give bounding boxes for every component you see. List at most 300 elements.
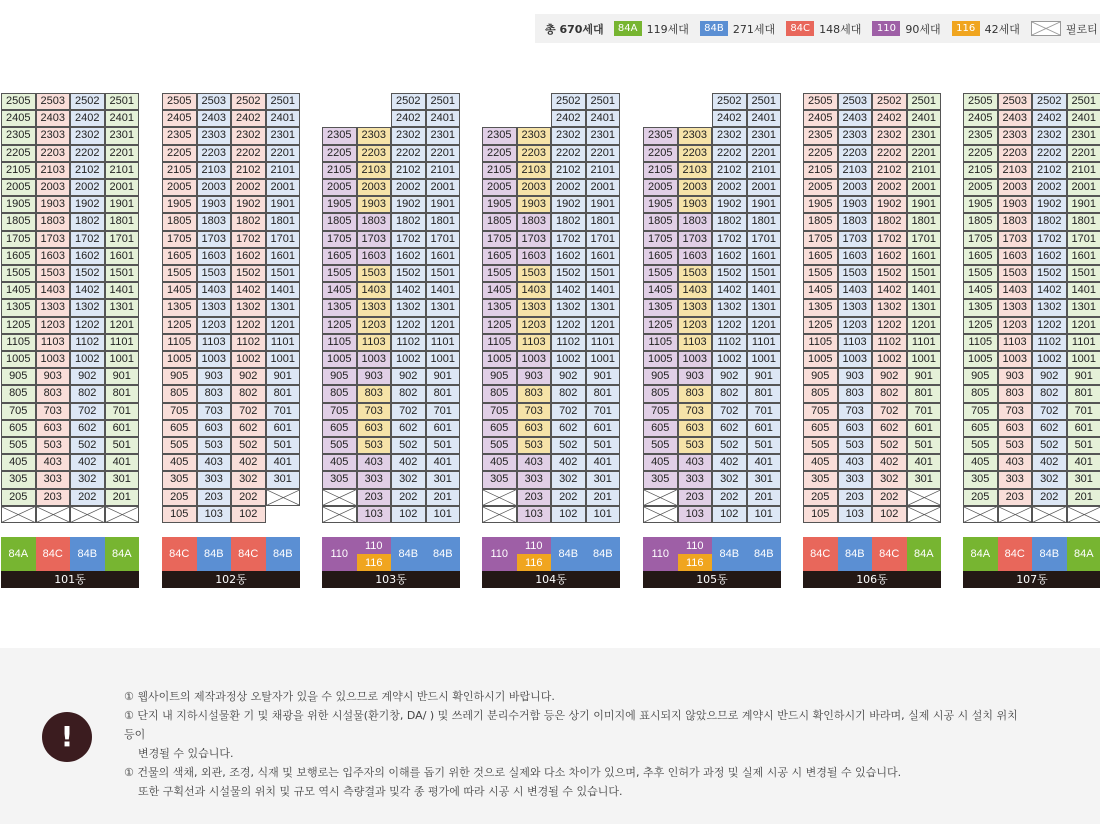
unit-cell: 1702 [872, 231, 907, 248]
unit-cell: 2001 [426, 179, 461, 196]
type-badge: 84C [162, 537, 197, 571]
unit-cell: 1501 [747, 265, 782, 282]
unit-cell: 1902 [872, 196, 907, 213]
unit-cell: 1701 [586, 231, 621, 248]
unit-cell: 1605 [803, 248, 838, 265]
unit-cell: 2405 [1, 110, 36, 127]
unit-cell: 1303 [36, 299, 71, 316]
unit-cell: 1402 [70, 282, 105, 299]
unit-cell: 303 [36, 471, 71, 488]
unit-cell: 103 [678, 506, 713, 523]
unit-cell: 1303 [197, 299, 232, 316]
unit-cell: 1502 [1032, 265, 1067, 282]
unit-cell: 2105 [963, 162, 998, 179]
unit-cell: 2305 [482, 127, 517, 144]
unit-cell: 405 [643, 454, 678, 471]
building-type-bar [643, 537, 781, 571]
building-5 [643, 93, 781, 523]
unit-cell: 903 [838, 368, 873, 385]
type-badge: 84A [105, 537, 140, 571]
unit-cell: 2203 [197, 145, 232, 162]
unit-cell: 1002 [391, 351, 426, 368]
unit-cell: 201 [1067, 489, 1100, 506]
unit-cell: 305 [963, 471, 998, 488]
type-badge: 84B [391, 537, 426, 571]
unit-cell: 901 [907, 368, 942, 385]
unit-cell: 703 [197, 403, 232, 420]
unit-cell: 502 [551, 437, 586, 454]
unit-cell: 2501 [1067, 93, 1100, 110]
unit-cell: 805 [322, 385, 357, 402]
unit-cell: 1501 [105, 265, 140, 282]
unit-cell: 501 [586, 437, 621, 454]
type-badge: 116 [517, 554, 552, 571]
unit-cell: 2403 [197, 110, 232, 127]
unit-cell: 202 [712, 489, 747, 506]
unit-cell: 1105 [322, 334, 357, 351]
unit-cell: 601 [1067, 420, 1100, 437]
unit-cell: 1801 [747, 213, 782, 230]
unit-cell: 1405 [803, 282, 838, 299]
unit-cell: 403 [678, 454, 713, 471]
unit-cell: 802 [391, 385, 426, 402]
unit-cell: 703 [678, 403, 713, 420]
unit-cell: 1703 [678, 231, 713, 248]
unit-cell: 303 [517, 471, 552, 488]
unit-cell: 2501 [747, 93, 782, 110]
piloti-cell [482, 506, 517, 523]
unit-cell: 2102 [872, 162, 907, 179]
unit-cell: 402 [231, 454, 266, 471]
unit-cell: 1601 [1067, 248, 1100, 265]
unit-cell: 2301 [747, 127, 782, 144]
unit-cell: 405 [1, 454, 36, 471]
unit-cell: 301 [426, 471, 461, 488]
unit-cell: 901 [105, 368, 140, 385]
unit-cell: 1903 [678, 196, 713, 213]
unit-cell: 2103 [517, 162, 552, 179]
unit-cell: 403 [36, 454, 71, 471]
unit-cell: 1202 [70, 317, 105, 334]
unit-cell: 1802 [872, 213, 907, 230]
unit-cell: 1401 [426, 282, 461, 299]
unit-cell: 605 [803, 420, 838, 437]
unit-cell: 2301 [266, 127, 301, 144]
unit-cell: 1002 [231, 351, 266, 368]
unit-cell: 705 [963, 403, 998, 420]
unit-cell: 601 [586, 420, 621, 437]
unit-cell: 405 [803, 454, 838, 471]
unit-cell: 603 [517, 420, 552, 437]
building-type-bar [322, 537, 460, 571]
unit-cell: 605 [1, 420, 36, 437]
unit-cell: 2401 [266, 110, 301, 127]
unit-cell: 1802 [391, 213, 426, 230]
unit-cell: 2201 [266, 145, 301, 162]
unit-cell: 205 [162, 489, 197, 506]
unit-cell: 305 [322, 471, 357, 488]
unit-cell: 1301 [1067, 299, 1100, 316]
unit-cell: 805 [643, 385, 678, 402]
unit-cell: 1603 [678, 248, 713, 265]
unit-cell: 1502 [70, 265, 105, 282]
unit-cell: 1402 [872, 282, 907, 299]
unit-cell: 1302 [551, 299, 586, 316]
legend-item-116: 116 42세대 [952, 21, 1020, 37]
unit-cell: 1803 [36, 213, 71, 230]
unit-cell: 2501 [586, 93, 621, 110]
unit-cell: 2101 [586, 162, 621, 179]
unit-cell: 1602 [1032, 248, 1067, 265]
unit-cell: 1003 [36, 351, 71, 368]
unit-cell: 605 [322, 420, 357, 437]
unit-cell: 1205 [162, 317, 197, 334]
unit-cell: 2003 [197, 179, 232, 196]
unit-cell: 803 [678, 385, 713, 402]
unit-cell: 203 [197, 489, 232, 506]
unit-cell: 1302 [1032, 299, 1067, 316]
unit-cell: 1701 [747, 231, 782, 248]
unit-cell: 1403 [197, 282, 232, 299]
unit-cell: 1102 [70, 334, 105, 351]
unit-cell: 1703 [36, 231, 71, 248]
unit-cell: 1102 [872, 334, 907, 351]
unit-cell: 1803 [998, 213, 1033, 230]
unit-cell: 301 [105, 471, 140, 488]
notice-line: ① 단지 내 지하시설물환 기 및 채광을 위한 시설물(환기창, DA/ ) 및 쓰레기 분리수거함 등은 상기 이미지에 표시되지 않았으므로 계약시 반드시 확인하시기 바라며, 실제 시공 시 설치 위치 등이 [124, 709, 1018, 741]
unit-cell: 401 [105, 454, 140, 471]
unit-cell: 1503 [678, 265, 713, 282]
unit-cell: 903 [517, 368, 552, 385]
unit-cell: 1005 [643, 351, 678, 368]
unit-cell: 302 [70, 471, 105, 488]
unit-cell: 1605 [482, 248, 517, 265]
unit-cell: 1703 [998, 231, 1033, 248]
unit-cell: 1402 [231, 282, 266, 299]
building-name: 104동 [482, 571, 620, 588]
unit-cell: 2502 [1032, 93, 1067, 110]
unit-cell: 302 [231, 471, 266, 488]
unit-cell: 602 [1032, 420, 1067, 437]
unit-cell: 1303 [517, 299, 552, 316]
unit-cell: 502 [712, 437, 747, 454]
unit-cell: 2303 [517, 127, 552, 144]
unit-cell: 403 [998, 454, 1033, 471]
unit-cell: 1103 [998, 334, 1033, 351]
notice-line: 또한 구획선과 시설물의 위치 및 규모 역시 측량결과 및각 종 평가에 따라 시공 시 변경될 수 있습니다. [138, 785, 623, 798]
unit-cell: 2402 [712, 110, 747, 127]
unit-cell: 202 [231, 489, 266, 506]
unit-cell: 2402 [1032, 110, 1067, 127]
unit-cell: 803 [36, 385, 71, 402]
unit-cell: 701 [747, 403, 782, 420]
unit-cell: 2402 [391, 110, 426, 127]
unit-cell: 802 [70, 385, 105, 402]
unit-cell: 1901 [586, 196, 621, 213]
unit-cell: 1901 [1067, 196, 1100, 213]
unit-cell: 102 [391, 506, 426, 523]
unit-cell: 601 [907, 420, 942, 437]
building-name: 107동 [963, 571, 1100, 588]
unit-cell: 905 [643, 368, 678, 385]
unit-cell: 301 [586, 471, 621, 488]
unit-cell: 1502 [391, 265, 426, 282]
unit-cell: 503 [678, 437, 713, 454]
unit-cell: 303 [998, 471, 1033, 488]
type-badge: 84A [963, 537, 998, 571]
unit-cell: 1905 [963, 196, 998, 213]
unit-cell: 1702 [551, 231, 586, 248]
unit-cell: 901 [586, 368, 621, 385]
unit-cell: 705 [322, 403, 357, 420]
unit-cell: 1705 [482, 231, 517, 248]
unit-cell: 302 [551, 471, 586, 488]
unit-cell: 1301 [105, 299, 140, 316]
unit-cell: 1205 [482, 317, 517, 334]
unit-cell: 1703 [517, 231, 552, 248]
unit-cell: 1605 [322, 248, 357, 265]
type-badge: 84B [586, 537, 621, 571]
unit-cell: 1605 [162, 248, 197, 265]
unit-cell: 501 [266, 437, 301, 454]
unit-cell: 1201 [1067, 317, 1100, 334]
unit-cell: 505 [322, 437, 357, 454]
unit-cell: 1603 [998, 248, 1033, 265]
unit-cell: 205 [803, 489, 838, 506]
unit-cell: 702 [231, 403, 266, 420]
unit-cell: 102 [712, 506, 747, 523]
unit-cell: 805 [162, 385, 197, 402]
unit-cell: 702 [872, 403, 907, 420]
notice-line: ① 건물의 색채, 외관, 조경, 식재 및 보행로는 입주자의 이해를 돕기 위한 것으로 실제와 다소 차이가 있으며, 추후 인허가 과정 및 실제 시공 시 변경될 수 있습니다. [124, 766, 902, 779]
unit-cell: 1905 [162, 196, 197, 213]
unit-cell: 1902 [1032, 196, 1067, 213]
unit-cell: 2502 [712, 93, 747, 110]
unit-cell: 401 [907, 454, 942, 471]
type-badge: 84B [747, 537, 782, 571]
unit-cell: 1503 [998, 265, 1033, 282]
unit-cell: 1303 [678, 299, 713, 316]
unit-cell: 1201 [586, 317, 621, 334]
unit-cell: 1705 [963, 231, 998, 248]
unit-cell: 301 [907, 471, 942, 488]
unit-cell: 1602 [231, 248, 266, 265]
unit-cell: 102 [551, 506, 586, 523]
unit-cell: 1502 [551, 265, 586, 282]
unit-cell: 703 [998, 403, 1033, 420]
unit-cell: 2301 [586, 127, 621, 144]
unit-cell: 1403 [678, 282, 713, 299]
unit-cell: 2002 [391, 179, 426, 196]
unit-cell: 901 [266, 368, 301, 385]
unit-cell: 2205 [482, 145, 517, 162]
unit-cell: 1805 [322, 213, 357, 230]
unit-cell: 305 [803, 471, 838, 488]
type-badge: 84C [36, 537, 71, 571]
legend-item-piloti: 필로티 [1031, 21, 1098, 37]
unit-cell: 1102 [231, 334, 266, 351]
building-name: 103동 [322, 571, 460, 588]
building-type-bar [1, 537, 139, 571]
unit-cell: 1603 [357, 248, 392, 265]
unit-cell: 2205 [963, 145, 998, 162]
unit-cell: 1801 [426, 213, 461, 230]
unit-cell: 2001 [1067, 179, 1100, 196]
unit-cell: 902 [391, 368, 426, 385]
type-badge-split [357, 537, 392, 571]
unit-cell: 2102 [551, 162, 586, 179]
unit-cell: 101 [426, 506, 461, 523]
unit-cell: 603 [36, 420, 71, 437]
unit-cell: 601 [105, 420, 140, 437]
unit-cell: 1203 [838, 317, 873, 334]
unit-cell: 1801 [907, 213, 942, 230]
unit-cell: 1305 [643, 299, 678, 316]
unit-cell: 902 [70, 368, 105, 385]
unit-cell: 302 [872, 471, 907, 488]
unit-cell: 1203 [678, 317, 713, 334]
unit-cell: 903 [36, 368, 71, 385]
unit-cell: 102 [231, 506, 266, 523]
unit-cell: 905 [322, 368, 357, 385]
unit-cell: 2302 [712, 127, 747, 144]
piloti-swatch-icon [1031, 21, 1061, 36]
unit-cell: 603 [838, 420, 873, 437]
unit-cell: 1101 [1067, 334, 1100, 351]
piloti-cell [322, 489, 357, 506]
unit-cell: 2005 [643, 179, 678, 196]
unit-cell: 803 [517, 385, 552, 402]
unit-cell: 2501 [907, 93, 942, 110]
unit-cell: 1702 [391, 231, 426, 248]
type-badge-split [517, 537, 552, 571]
unit-cell: 201 [105, 489, 140, 506]
piloti-cell [643, 489, 678, 506]
building-6 [803, 93, 941, 523]
unit-cell: 1003 [197, 351, 232, 368]
unit-cell: 2201 [907, 145, 942, 162]
unit-cell: 1102 [712, 334, 747, 351]
unit-cell: 2001 [907, 179, 942, 196]
unit-cell: 1903 [838, 196, 873, 213]
unit-cell: 1401 [907, 282, 942, 299]
unit-cell: 503 [838, 437, 873, 454]
type-badge: 84B [266, 537, 301, 571]
unit-cell: 1001 [266, 351, 301, 368]
unit-cell: 1703 [197, 231, 232, 248]
unit-cell: 1505 [162, 265, 197, 282]
unit-cell: 1905 [643, 196, 678, 213]
unit-cell: 2501 [426, 93, 461, 110]
unit-cell: 2003 [36, 179, 71, 196]
unit-cell: 2305 [322, 127, 357, 144]
unit-cell: 1405 [162, 282, 197, 299]
unit-cell: 701 [907, 403, 942, 420]
unit-cell: 502 [1032, 437, 1067, 454]
unit-cell: 2303 [357, 127, 392, 144]
unit-cell: 1903 [517, 196, 552, 213]
building-type-bar [963, 537, 1100, 571]
unit-cell: 1901 [907, 196, 942, 213]
unit-cell: 2302 [551, 127, 586, 144]
unit-cell: 1602 [712, 248, 747, 265]
unit-cell: 1601 [266, 248, 301, 265]
unit-cell: 2301 [426, 127, 461, 144]
unit-cell: 1001 [586, 351, 621, 368]
unit-cell: 2102 [391, 162, 426, 179]
unit-cell: 405 [963, 454, 998, 471]
unit-cell: 902 [872, 368, 907, 385]
unit-cell: 1405 [322, 282, 357, 299]
unit-cell: 1505 [1, 265, 36, 282]
unit-cell: 1401 [586, 282, 621, 299]
unit-cell: 1502 [872, 265, 907, 282]
unit-cell: 1202 [231, 317, 266, 334]
unit-cell: 601 [426, 420, 461, 437]
type-badge: 110 [482, 537, 517, 571]
unit-cell: 1803 [357, 213, 392, 230]
unit-cell: 1601 [105, 248, 140, 265]
unit-cell: 1901 [266, 196, 301, 213]
unit-cell: 2102 [70, 162, 105, 179]
unit-cell: 1701 [907, 231, 942, 248]
unit-cell: 2201 [747, 145, 782, 162]
unit-cell: 901 [426, 368, 461, 385]
unit-cell: 1401 [105, 282, 140, 299]
unit-cell: 202 [872, 489, 907, 506]
unit-cell: 2502 [872, 93, 907, 110]
unit-cell: 1605 [643, 248, 678, 265]
unit-cell: 2103 [197, 162, 232, 179]
unit-cell: 1902 [391, 196, 426, 213]
unit-cell: 2105 [1, 162, 36, 179]
unit-cell: 1303 [357, 299, 392, 316]
unit-cell: 2305 [643, 127, 678, 144]
unit-cell: 402 [70, 454, 105, 471]
unit-cell: 1403 [357, 282, 392, 299]
piloti-cell [482, 489, 517, 506]
unit-cell: 1501 [426, 265, 461, 282]
unit-cell: 801 [426, 385, 461, 402]
unit-cell: 1702 [231, 231, 266, 248]
unit-cell: 2001 [266, 179, 301, 196]
unit-cell: 403 [197, 454, 232, 471]
building-2 [162, 93, 300, 523]
unit-cell: 503 [517, 437, 552, 454]
unit-cell: 1403 [36, 282, 71, 299]
unit-cell: 2102 [231, 162, 266, 179]
unit-cell: 1405 [482, 282, 517, 299]
unit-cell: 2302 [391, 127, 426, 144]
unit-cell: 1003 [678, 351, 713, 368]
unit-cell: 2003 [357, 179, 392, 196]
unit-cell: 301 [266, 471, 301, 488]
type-badge: 84B [838, 537, 873, 571]
unit-cell: 903 [678, 368, 713, 385]
unit-cell: 2005 [1, 179, 36, 196]
unit-cell: 401 [1067, 454, 1100, 471]
unit-cell: 2003 [838, 179, 873, 196]
unit-cell: 1102 [391, 334, 426, 351]
building-7 [963, 93, 1100, 523]
unit-cell: 1705 [803, 231, 838, 248]
unit-cell: 2402 [872, 110, 907, 127]
unit-cell: 305 [643, 471, 678, 488]
warning-icon: ! [42, 712, 92, 762]
unit-cell: 2401 [907, 110, 942, 127]
unit-cell: 602 [70, 420, 105, 437]
unit-cell: 2505 [1, 93, 36, 110]
